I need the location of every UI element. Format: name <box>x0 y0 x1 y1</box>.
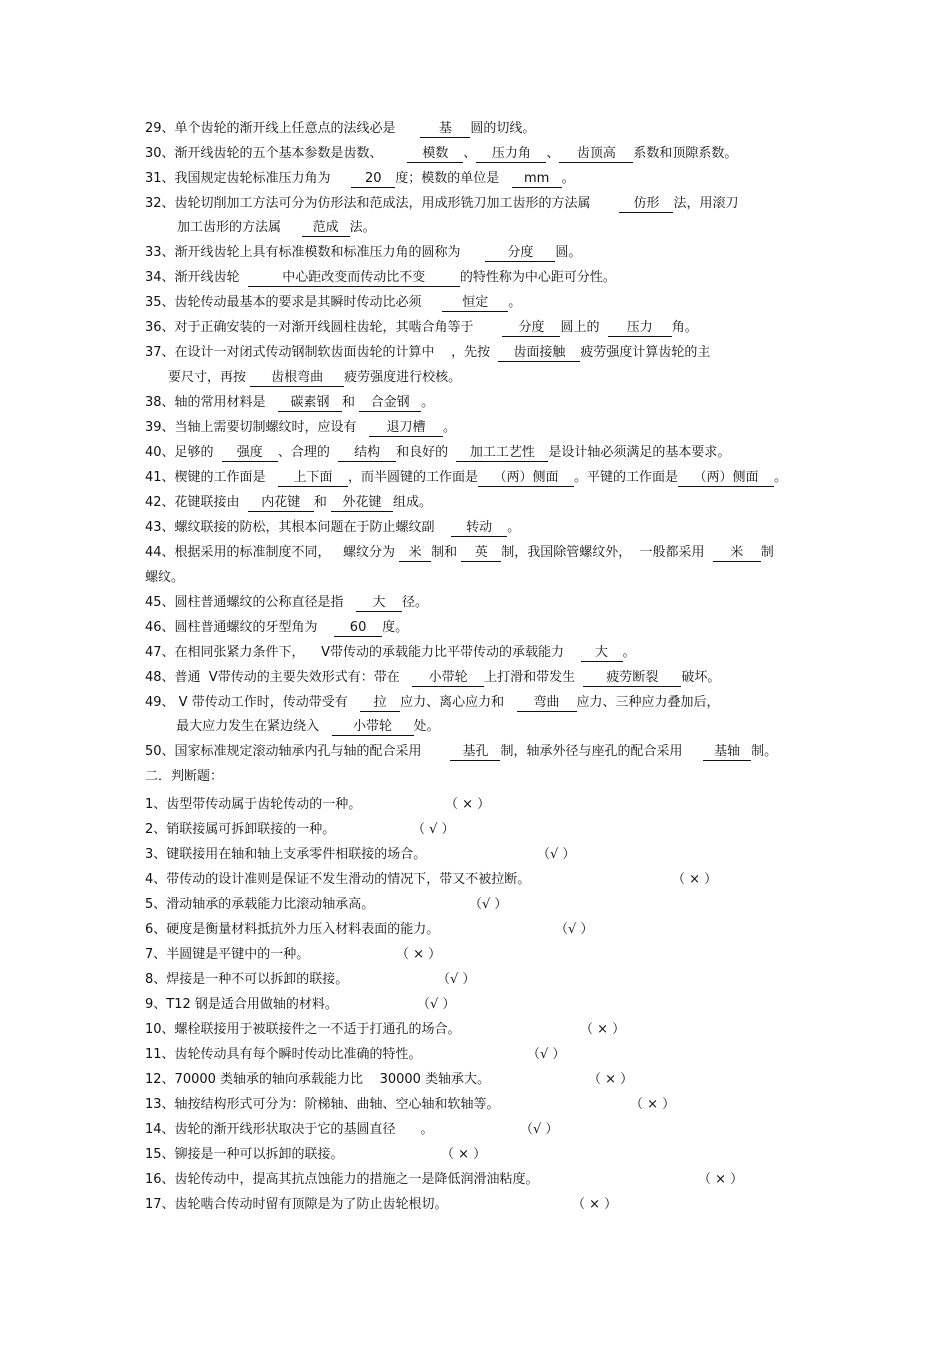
question-text: 应力、三种应力叠加后， <box>576 695 720 710</box>
question-text: 花键联接由 <box>174 495 248 510</box>
answer-blank: 基孔 <box>450 744 500 761</box>
judgement-answer: （ × ） <box>672 872 718 887</box>
answer-blank: 拉 <box>360 695 400 712</box>
question-number: 35、 <box>145 295 175 310</box>
question-text: 制，我国除管螺纹外， 一般都采用 <box>501 545 713 560</box>
question-number: 50、 <box>145 744 175 759</box>
question-number: 36、 <box>145 320 175 335</box>
answer-blank: 米 <box>399 545 431 562</box>
judgement-text: 键联接用在轴和轴上支承零件相联接的场合。 <box>166 847 427 862</box>
question-text: 楔键的工作面是 <box>174 470 278 485</box>
question-text: 法。 <box>349 220 376 235</box>
judgement-answer: （ × ） <box>441 1147 487 1162</box>
question-text: 、合理的 <box>277 445 339 460</box>
question-text: 组成。 <box>392 495 432 510</box>
fill-in-question-q43 <box>145 519 520 537</box>
fill-in-question-q46 <box>145 619 408 637</box>
judgement-item <box>145 1046 422 1064</box>
judgement-text: 滑动轴承的承载能力比滚动轴承高。 <box>166 897 375 912</box>
fill-in-question-q32a <box>145 195 739 213</box>
judgement-answer: （ × ） <box>445 797 491 812</box>
question-text: V 带传动工作时，传动带受有 <box>174 695 361 710</box>
question-text: 。 <box>622 645 636 660</box>
answer-blank: 大 <box>356 595 402 612</box>
judgement-answer: （√ ） <box>520 1122 559 1137</box>
question-text: 径。 <box>401 595 428 610</box>
fill-in-question-q40 <box>145 444 730 462</box>
answer-blank: 基轴 <box>703 744 751 761</box>
question-text: 。 <box>773 470 787 485</box>
answer-blank: 基 <box>420 121 470 138</box>
judgement-text: 齿型带传动属于齿轮传动的一种。 <box>166 797 362 812</box>
judgement-text: 焊接是一种不可以拆卸的联接。 <box>166 972 349 987</box>
judgement-text: 半圆键是平键中的一种。 <box>166 947 310 962</box>
question-number: 49、 <box>145 695 175 710</box>
question-text: 度；模数的单位是 <box>395 171 512 186</box>
question-text: 疲劳强度计算齿轮的主 <box>580 345 711 360</box>
question-text: 法，用滚刀 <box>673 196 739 211</box>
question-text: 齿轮传动最基本的要求是其瞬时传动比必须 <box>174 295 443 310</box>
judgement-number: 12、 <box>145 1072 175 1087</box>
judgement-number: 14、 <box>145 1122 175 1137</box>
fill-in-question-q32b <box>177 219 376 237</box>
fill-in-question-q49b <box>172 718 440 736</box>
judgement-number: 13、 <box>145 1097 175 1112</box>
question-text: 制，轴承外径与座孔的配合采用 <box>500 744 704 759</box>
question-text: 。 <box>507 520 521 535</box>
question-text: 角。 <box>671 320 698 335</box>
question-text: 普通 V带传动的主要失效形式有：带在 <box>174 670 413 685</box>
question-text: 最大应力发生在紧边绕入 <box>172 719 332 734</box>
question-number: 37、 <box>145 345 175 360</box>
judgement-item <box>145 1021 461 1039</box>
question-text: 破坏。 <box>681 670 721 685</box>
question-text: 足够的 <box>174 445 222 460</box>
fill-in-question-q49a <box>145 694 720 712</box>
question-text: ，而半圆键的工作面是 <box>347 470 478 485</box>
fill-in-question-q31 <box>145 170 575 188</box>
question-number: 40、 <box>145 445 175 460</box>
answer-blank: 退刀槽 <box>369 420 443 437</box>
question-number: 45、 <box>145 595 175 610</box>
judgement-number: 2、 <box>145 822 167 837</box>
answer-blank: 仿形 <box>619 196 673 213</box>
answer-blank: mm <box>512 171 562 188</box>
question-number: 32、 <box>145 196 175 211</box>
question-text: 螺纹联接的防松，其根本问题在于防止螺纹副 <box>174 520 452 535</box>
judgement-number: 7、 <box>145 947 167 962</box>
judgement-number: 6、 <box>145 922 167 937</box>
judgement-answer: （√ ） <box>537 847 576 862</box>
judgement-answer: （ √ ） <box>412 822 455 837</box>
fill-in-question-q48 <box>145 669 720 687</box>
question-text: 制。 <box>751 744 778 759</box>
fill-in-question-q38 <box>145 394 434 412</box>
answer-blank: 外花键 <box>331 495 393 512</box>
fill-in-question-q44a <box>145 544 774 562</box>
judgement-text: T12 钢是适合用做轴的材料。 <box>166 997 338 1012</box>
answer-blank: 英 <box>461 545 501 562</box>
question-number: 46、 <box>145 620 175 635</box>
question-text: 上打滑和带发生 <box>484 670 584 685</box>
question-text: 要尺寸，再按 <box>168 370 251 385</box>
question-text: 制 <box>760 545 774 560</box>
answer-blank: 内花键 <box>248 495 314 512</box>
question-number: 44、 <box>145 545 175 560</box>
question-text: 。 <box>508 295 522 310</box>
fill-in-question-q37b <box>168 369 461 387</box>
question-text: 圆的切线。 <box>470 121 536 136</box>
question-number: 42、 <box>145 495 175 510</box>
fill-in-question-q37a <box>145 344 710 362</box>
question-text: 。平键的工作面是 <box>573 470 678 485</box>
judgement-item <box>145 1196 448 1214</box>
question-text: 齿轮切削加工方法可分为仿形法和范成法，用成形铣刀加工齿形的方法属 <box>174 196 620 211</box>
judgement-text: 齿轮传动具有每个瞬时传动比准确的特性。 <box>174 1047 422 1062</box>
question-text: 对于正确安装的一对渐开线圆柱齿轮，其啮合角等于 <box>174 320 503 335</box>
judgement-answer: （√ ） <box>417 997 456 1012</box>
answer-blank: 米 <box>713 545 761 562</box>
judgement-number: 10、 <box>145 1022 175 1037</box>
judgement-number: 16、 <box>145 1172 175 1187</box>
judgement-item <box>145 971 348 989</box>
answer-blank: 小带轮 <box>412 670 484 687</box>
fill-in-question-q29 <box>145 120 535 138</box>
question-number: 47、 <box>145 645 175 660</box>
answer-blank: 压力 <box>608 320 672 337</box>
judgement-answer: （ × ） <box>588 1072 634 1087</box>
question-text: 、 <box>546 146 560 161</box>
judgement-text: 齿轮传动中，提高其抗点蚀能力的措施之一是降低润滑油粘度。 <box>174 1172 539 1187</box>
question-number: 41、 <box>145 470 175 485</box>
fill-in-question-q42 <box>145 494 432 512</box>
judgement-number: 4、 <box>145 872 167 887</box>
answer-blank: 上下面 <box>278 470 348 487</box>
answer-blank: 分度 <box>502 320 560 337</box>
question-text: 渐开线齿轮上具有标准模数和标准压力角的圆称为 <box>174 245 486 260</box>
fill-in-question-q36 <box>145 319 698 337</box>
judgement-text: 70000 类轴承的轴向承载能力比 30000 类轴承大。 <box>174 1072 491 1087</box>
question-number: 33、 <box>145 245 175 260</box>
judgement-item <box>145 996 338 1014</box>
question-text: 圆柱普通螺纹的牙型角为 <box>174 620 335 635</box>
question-number: 30、 <box>145 146 175 161</box>
fill-in-question-q50 <box>145 743 777 761</box>
question-text: 我国规定齿轮标准压力角为 <box>174 171 352 186</box>
fill-in-question-q35 <box>145 294 521 312</box>
judgement-number: 17、 <box>145 1197 175 1212</box>
answer-blank: 合金钢 <box>359 395 421 412</box>
answer-blank: 齿顶高 <box>559 146 633 163</box>
question-text: 。 <box>561 171 575 186</box>
fill-in-question-q39 <box>145 419 456 437</box>
fill-in-question-q30 <box>145 145 737 163</box>
judgement-item <box>145 1171 539 1189</box>
judgement-item <box>145 846 426 864</box>
judgement-number: 9、 <box>145 997 167 1012</box>
question-text: 螺纹。 <box>145 570 185 585</box>
question-number: 31、 <box>145 171 175 186</box>
judgement-text: 铆接是一种可以拆卸的联接。 <box>174 1147 344 1162</box>
answer-blank: 模数 <box>407 146 463 163</box>
section-heading: 二．判断题： <box>145 769 224 784</box>
judgement-item <box>145 1096 500 1114</box>
question-text: 当轴上需要切制螺纹时，应设有 <box>174 420 369 435</box>
judgement-item <box>145 1146 344 1164</box>
judgement-number: 1、 <box>145 797 167 812</box>
question-text: 疲劳强度进行校核。 <box>344 370 462 385</box>
judgement-answer: （√ ） <box>527 1047 566 1062</box>
judgement-item <box>145 821 335 839</box>
judgement-item <box>145 896 374 914</box>
question-number: 43、 <box>145 520 175 535</box>
answer-blank: 大 <box>581 645 623 662</box>
question-text: 单个齿轮的渐开线上任意点的法线必是 <box>174 121 421 136</box>
question-text: 和 <box>341 395 360 410</box>
answer-blank: 碳素钢 <box>278 395 342 412</box>
judgement-text: 螺栓联接用于被联接件之一不适于打通孔的场合。 <box>174 1022 461 1037</box>
fill-in-question-q41 <box>145 469 787 487</box>
answer-blank: 小带轮 <box>332 719 414 736</box>
question-number: 29、 <box>145 121 175 136</box>
question-number: 34、 <box>145 270 175 285</box>
question-text: 圆。 <box>555 245 582 260</box>
judgement-answer: （ × ） <box>580 1022 626 1037</box>
judgement-text: 齿轮的渐开线形状取决于它的基圆直径 。 <box>174 1122 434 1137</box>
question-text: 圆柱普通螺纹的公称直径是指 <box>174 595 356 610</box>
question-text: 轴的常用材料是 <box>174 395 278 410</box>
question-text: 、 <box>463 146 477 161</box>
question-text: 圆上的 <box>560 320 608 335</box>
question-text: 制和 <box>431 545 462 560</box>
fill-in-question-q47 <box>145 644 636 662</box>
judgement-answer: （√ ） <box>555 922 594 937</box>
answer-blank: 转动 <box>451 520 507 537</box>
answer-blank: 范成 <box>302 220 350 237</box>
question-text: 。 <box>421 395 435 410</box>
answer-blank: 结构 <box>338 445 396 462</box>
judgement-text: 硬度是衡量材料抵抗外力压入材料表面的能力。 <box>166 922 440 937</box>
judgement-item <box>145 871 530 889</box>
judgement-item <box>145 921 439 939</box>
judgement-number: 3、 <box>145 847 167 862</box>
question-number: 48、 <box>145 670 175 685</box>
question-text: 应力、离心应力和 <box>400 695 517 710</box>
judgement-number: 8、 <box>145 972 167 987</box>
question-text: 加工齿形的方法属 <box>177 220 302 235</box>
answer-blank: 弯曲 <box>517 695 577 712</box>
question-text: 根据采用的标准制度不同， 螺纹分为 <box>174 545 400 560</box>
question-text: 在相同张紧力条件下， V带传动的承载能力比平带传动的承载能力 <box>174 645 581 660</box>
judgement-text: 轴按结构形式可分为：阶梯轴、曲轴、空心轴和软轴等。 <box>174 1097 500 1112</box>
question-number: 38、 <box>145 395 175 410</box>
question-text: 渐开线齿轮 <box>174 270 248 285</box>
judgement-answer: （ × ） <box>572 1197 618 1212</box>
judgement-answer: （√ ） <box>469 897 508 912</box>
judgement-number: 11、 <box>145 1047 175 1062</box>
judgement-item <box>145 1121 433 1139</box>
answer-blank: 分度 <box>485 245 555 262</box>
answer-blank: 加工工艺性 <box>456 445 548 462</box>
answer-blank: 强度 <box>222 445 278 462</box>
answer-blank: 齿根弯曲 <box>250 370 344 387</box>
question-text: 。 <box>442 420 456 435</box>
judgement-number: 15、 <box>145 1147 175 1162</box>
question-text: 的特性称为中心距可分性。 <box>459 270 616 285</box>
answer-blank: （两）侧面 <box>478 470 574 487</box>
question-number: 39、 <box>145 420 175 435</box>
answer-blank: （两）侧面 <box>678 470 774 487</box>
judgement-answer: （√ ） <box>437 972 476 987</box>
fill-in-question-q34 <box>145 269 616 287</box>
fill-in-question-q44b <box>145 569 184 587</box>
fill-in-question-q45 <box>145 594 428 612</box>
answer-blank: 60 <box>334 620 382 637</box>
judgement-answer: （ × ） <box>630 1097 676 1112</box>
answer-blank: 中心距改变而传动比不变 <box>248 270 460 287</box>
judgement-answer: （ × ） <box>698 1172 744 1187</box>
judgement-item <box>145 1071 490 1089</box>
judgement-text: 销联接属可拆卸联接的一种。 <box>166 822 336 837</box>
judgement-item <box>145 796 361 814</box>
question-text: 渐开线齿轮的五个基本参数是齿数、 <box>174 146 408 161</box>
question-text: 在设计一对闭式传动钢制软齿面齿轮的计算中 ，先按 <box>174 345 499 360</box>
judgement-item <box>145 946 309 964</box>
answer-blank: 齿面接触 <box>498 345 580 362</box>
question-text: 和 <box>313 495 331 510</box>
question-text: 处。 <box>413 719 440 734</box>
question-text: 和良好的 <box>396 445 457 460</box>
answer-blank: 疲劳断裂 <box>583 670 681 687</box>
answer-blank: 20 <box>351 171 395 188</box>
answer-blank: 恒定 <box>442 295 508 312</box>
question-text: 国家标准规定滚动轴承内孔与轴的配合采用 <box>174 744 451 759</box>
question-text: 系数和顶隙系数。 <box>633 146 738 161</box>
judgement-number: 5、 <box>145 897 167 912</box>
judgement-text: 带传动的设计准则是保证不发生滑动的情况下，带又不被拉断。 <box>166 872 531 887</box>
answer-blank: 压力角 <box>476 146 546 163</box>
question-text: 是设计轴必须满足的基本要求。 <box>548 445 731 460</box>
fill-in-question-q33 <box>145 244 581 262</box>
question-text: 度。 <box>382 620 409 635</box>
judgement-answer: （ × ） <box>396 947 442 962</box>
judgement-text: 齿轮啮合传动时留有顶隙是为了防止齿轮根切。 <box>174 1197 448 1212</box>
